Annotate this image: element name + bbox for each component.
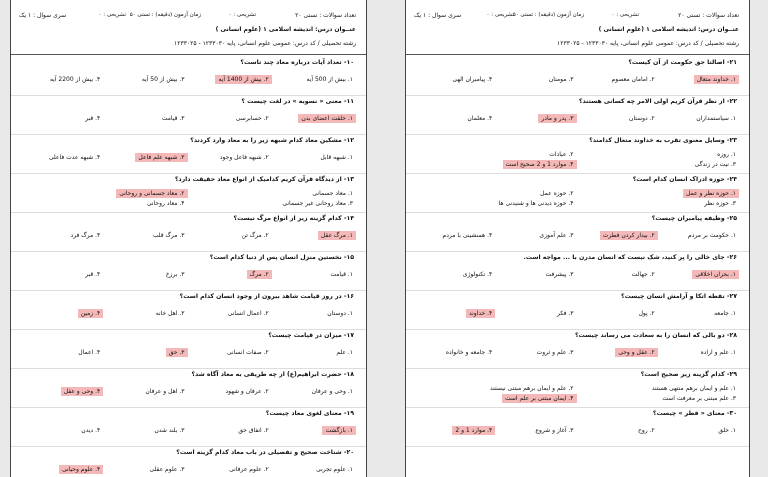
answer-option[interactable]: ۴. قبر <box>85 271 101 278</box>
question-stem: ۲۴- حوزه ادراک انسان کدام است؟ <box>632 176 737 183</box>
question-stem: ۲۶- جای خالی را پر کنید، شک نیست که انسان مدرن با ... مواجه است. <box>523 254 737 261</box>
answer-option[interactable]: ۲. حوزه عمل <box>540 190 574 197</box>
question-stem: ۲۹- کدام گزینه زیر صحیح است؟ <box>640 371 737 378</box>
question-stem: ۱۶- در روز قیامت شاهد بیرون از وجود انسان کدام است؟ <box>179 293 354 300</box>
question-item <box>11 174 366 213</box>
answer-option[interactable]: ۱. علم و اراده <box>700 349 736 356</box>
answer-option[interactable]: ۲. صفات انسانی <box>226 349 269 356</box>
answer-options <box>414 150 739 170</box>
answer-option[interactable]: ۱. بیش از 500 آیه <box>306 76 353 83</box>
answer-options <box>414 345 739 365</box>
answer-option[interactable]: ۲. مرگ تن <box>241 232 269 239</box>
selected-answer-option[interactable]: ۴. زمین <box>78 309 104 318</box>
descriptive-count: تشریحی : ۰ <box>228 12 256 18</box>
question-item <box>406 96 749 135</box>
answer-option[interactable]: ۱. دوستان <box>327 310 353 317</box>
question-item <box>11 252 366 291</box>
selected-answer-option[interactable]: ۴. علوم وحیانی <box>59 465 103 474</box>
answer-options <box>414 189 739 209</box>
answer-option[interactable]: ۲. اعمال انسانی <box>227 310 269 317</box>
question-stem: ۳۰- معنای « فطر » چیست؟ <box>652 410 737 417</box>
answer-option[interactable]: ۴. جامعه و خانواده <box>445 349 493 356</box>
exam-page-left <box>10 0 367 477</box>
answer-option[interactable]: ۴. شبهه عدت فاعلی <box>48 154 101 161</box>
answer-option[interactable]: ۳. اهل و عرفان <box>145 388 185 395</box>
question-stem: ۲۱- اصالتا حق حکومت از آن کیست؟ <box>628 59 737 66</box>
question-item <box>11 135 366 174</box>
answer-option[interactable]: ۲. پول <box>638 310 655 317</box>
answer-option[interactable]: ۳. علوم عقلی <box>149 466 185 473</box>
selected-answer-option[interactable]: ۲. معاد جسمانی و روحانی <box>116 189 187 198</box>
answer-options <box>19 423 356 443</box>
selected-answer-option[interactable]: ۲. مرگ <box>247 270 272 279</box>
answer-option[interactable]: ۱. علم و ایمان برهم منتهی هستند <box>651 385 736 392</box>
answer-option[interactable]: ۴. قبر <box>85 115 101 122</box>
selected-answer-option[interactable]: ۳. شبهه علم فاعل <box>135 153 187 162</box>
question-item <box>11 447 366 477</box>
answer-option[interactable]: ۱. سیاستمداران <box>696 115 736 122</box>
question-item <box>406 57 749 96</box>
answer-option[interactable]: ۳. مومنان <box>548 76 574 83</box>
selected-answer-option[interactable]: ۱. مرگ عقل <box>318 231 356 240</box>
answer-options <box>19 228 356 248</box>
question-stem: ۱۳- از دیدگاه قرآن کریم کدامیک از انواع معاد حقیقت دارد؟ <box>174 176 354 183</box>
time-descriptive: تشریحی : ۰ <box>486 12 514 18</box>
question-list <box>11 57 366 477</box>
question-stem: ۱۰- تعداد آیات درباره معاد چند تاست؟ <box>240 59 354 66</box>
answer-option[interactable]: ۲. حسابرسی <box>235 115 269 122</box>
answer-options <box>414 228 739 248</box>
question-stem: ۱۹- معنای لغوی معاد چیست؟ <box>265 410 354 417</box>
answer-option[interactable]: ۲. شبهه فاعل وجود <box>219 154 269 161</box>
question-item <box>406 135 749 174</box>
question-item <box>406 408 749 447</box>
answer-options <box>19 306 356 326</box>
question-stem: ۱۸- حضرت ابراهیم(ع) از چه طریقی به معاد آگاه شد؟ <box>191 371 354 378</box>
question-stem: ۲۰- شناخت صحیح و تفصیلی در باب معاد کدام گزینه است؟ <box>176 449 354 456</box>
total-questions: تعداد سوالات : تستی ۲۰ <box>295 12 356 19</box>
answer-option[interactable]: ۱. معاد جسمانی <box>312 190 353 197</box>
selected-answer-option[interactable]: ۳. حق <box>166 348 188 357</box>
question-stem: ۲۳- وسایل معنوی تقرب به خداوند متعال کدامند؟ <box>589 137 737 144</box>
selected-answer-option[interactable]: ۱. خداوند متعال <box>694 75 739 84</box>
selected-answer-option[interactable]: ۱. بازگشت <box>322 426 356 435</box>
answer-option[interactable]: ۳. قیامت <box>161 115 185 122</box>
answer-option[interactable]: ۳. علم و ثروت <box>536 349 574 356</box>
exam-time: زمان آزمون (دقیقه) : تستی ۵۰ <box>129 12 201 18</box>
field-code: رشته تحصیلی / کد درس: عمومی علوم انسانی، پایه ۱۲۳۳۰۳۰ - ۱۲۳۳۰۲۵ <box>557 40 739 47</box>
answer-option[interactable]: ۴. تکنولوژی <box>462 271 493 278</box>
field-code: رشته تحصیلی / کد درس: عمومی علوم انسانی، پایه ۱۲۳۳۰۳۰ - ۱۲۳۳۰۲۵ <box>174 40 356 47</box>
question-item <box>11 291 366 330</box>
answer-options <box>19 267 356 287</box>
answer-option[interactable]: ۱. جامعه <box>714 310 736 317</box>
question-item <box>11 330 366 369</box>
question-item <box>406 174 749 213</box>
answer-option[interactable]: ۳. بلند شدن <box>154 427 185 434</box>
answer-options <box>414 384 739 404</box>
question-item <box>406 369 749 408</box>
answer-option[interactable]: ۲. جهالت <box>631 271 655 278</box>
selected-answer-option[interactable]: ۴. خداوند <box>466 309 495 318</box>
exam-page-right <box>405 0 750 477</box>
selected-answer-option[interactable]: ۴. موارد 1 و 2 صحیح است <box>503 160 577 169</box>
question-stem: ۲۸- دو بالی که انسان را به سعادت می رساند چیست؟ <box>574 332 737 339</box>
question-stem: ۱۲- مشکین معاد کدام شبهه زیر را به معاد وارد کردند؟ <box>190 137 354 144</box>
series-label: سری سوال : ۱ یک <box>414 12 462 19</box>
answer-option[interactable]: ۱. علوم تجربی <box>316 466 353 473</box>
question-stem: ۲۷- نقطه اتکا و آرامش انسان چیست؟ <box>621 293 737 300</box>
answer-option[interactable]: ۳. پیشرفت <box>545 271 574 278</box>
selected-answer-option[interactable]: ۲. بیدار کردن فطرت <box>600 231 658 240</box>
answer-option[interactable]: ۴. مرگ فرد <box>70 232 101 239</box>
answer-option[interactable]: ۲. امامان معصوم <box>611 76 655 83</box>
answer-option[interactable]: ۲. عرفان و شهود <box>225 388 269 395</box>
selected-answer-option[interactable]: ۱. بحران اخلاقی <box>692 270 739 279</box>
answer-options <box>19 384 356 404</box>
answer-options <box>19 72 356 92</box>
question-item <box>406 213 749 252</box>
answer-options <box>414 111 739 131</box>
total-questions: تعداد سوالات : تستی ۲۰ <box>678 12 739 19</box>
selected-answer-option[interactable]: ۲. بیش از 1400 آیه <box>215 75 271 84</box>
answer-option[interactable]: ۱. شبهه قابل <box>320 154 353 161</box>
question-list <box>406 57 749 447</box>
question-stem: ۲۲- از نظر قرآن کریم اولی الامر چه کسانی هستند؟ <box>578 98 737 105</box>
selected-answer-option[interactable]: ۴. موارد 1 و 2 <box>452 426 495 435</box>
question-item <box>11 57 366 96</box>
question-item <box>11 213 366 252</box>
answer-options <box>414 72 739 92</box>
answer-options <box>19 150 356 170</box>
selected-answer-option[interactable]: ۱. حوزه نظر و عمل <box>683 189 739 198</box>
answer-options <box>19 345 356 365</box>
answer-option[interactable]: ۳. معاد روحانی غیر جسمانی <box>282 200 353 207</box>
answer-option[interactable]: ۴. پیامبران الهی <box>452 76 493 83</box>
question-item <box>11 96 366 135</box>
answer-option[interactable]: ۱. قیامت <box>330 271 353 278</box>
answer-option[interactable]: ۲. اتفاق حق <box>238 427 269 434</box>
course-title: عنــوان درس: اندیشه اسلامی ۱ (علوم انسانی ) <box>598 26 739 33</box>
selected-answer-option[interactable]: ۳. پدر و مادر <box>538 114 576 123</box>
answer-option[interactable]: ۳. فکر <box>556 310 574 317</box>
answer-option[interactable]: ۱. وحی و عرفان <box>311 388 353 395</box>
answer-option[interactable]: ۳. نیت در زندگی <box>694 161 736 168</box>
answer-option[interactable]: ۳. علم مبتنی بر معرفت است <box>662 395 736 402</box>
answer-option[interactable]: ۴. حوزه دیدنی ها و شنیدنی ها <box>498 200 574 207</box>
answer-option[interactable]: ۴. اعمال <box>78 349 101 356</box>
answer-option[interactable]: ۴. معلمان <box>467 115 493 122</box>
selected-answer-option[interactable]: ۴. وحی و عقل <box>61 387 104 396</box>
time-descriptive: تشریحی : ۰ <box>98 12 126 18</box>
question-stem: ۱۵- نخستین منزل انسان پس از دنیا کدام است؟ <box>209 254 354 261</box>
answer-option[interactable]: ۲. علوم عرفانی <box>229 466 269 473</box>
answer-option[interactable]: ۴. بیش از 2200 آیه <box>49 76 101 83</box>
page-header <box>11 4 366 55</box>
answer-option[interactable]: ۱. روزه <box>717 151 736 158</box>
selected-answer-option[interactable]: ۲. عقل و وحی <box>615 348 658 357</box>
answer-option[interactable]: ۲. روح <box>638 427 655 434</box>
series-label: سری سوال : ۱ یک <box>19 12 67 19</box>
answer-options <box>414 267 739 287</box>
answer-option[interactable]: ۳. اهل خانه <box>155 310 185 317</box>
answer-option[interactable]: ۱. علم <box>336 349 353 356</box>
question-stem: ۲۵- وظیفه پیامبران چیست؟ <box>651 215 737 222</box>
descriptive-count: تشریحی : ۰ <box>611 12 639 18</box>
answer-option[interactable]: ۳. حوزه نظر <box>704 200 736 207</box>
answer-options <box>19 189 356 209</box>
question-stem: ۱۷- میزان در قیامت چیست؟ <box>268 332 354 339</box>
answer-option[interactable]: ۴. همنشینی با مردم <box>442 232 493 239</box>
selected-answer-option[interactable]: ۴. ایمان مبتنی بر علم است <box>502 394 577 403</box>
answer-option[interactable]: ۱. حکومت بر مردم <box>688 232 736 239</box>
answer-options <box>19 111 356 131</box>
answer-option[interactable]: ۴. معاد روحانی <box>146 200 185 207</box>
page-header <box>406 4 749 55</box>
answer-option[interactable]: ۳. برزخ <box>165 271 185 278</box>
question-item <box>11 408 366 447</box>
answer-option[interactable]: ۱. خلق <box>718 427 736 434</box>
question-item <box>406 291 749 330</box>
answer-options <box>414 306 739 326</box>
exam-time: زمان آزمون (دقیقه) : تستی ۵۰ <box>512 12 584 18</box>
course-title: عنــوان درس: اندیشه اسلامی ۱ (علوم انسانی ) <box>215 26 356 33</box>
question-item <box>406 330 749 369</box>
answer-options <box>414 423 739 443</box>
question-item <box>11 369 366 408</box>
question-item <box>406 252 749 291</box>
answer-option[interactable]: ۲. عبادات <box>549 151 574 158</box>
answer-option[interactable]: ۳. مرگ قلب <box>152 232 185 239</box>
question-stem: ۱۴- کدام گزینه زیر از انواع مرگ نیست؟ <box>233 215 354 222</box>
selected-answer-option[interactable]: ۱. خلقت اعضای بدن <box>298 114 356 123</box>
answer-option[interactable]: ۳. بیش از 50 آیه <box>141 76 185 83</box>
answer-option[interactable]: ۲. دوستان <box>629 115 655 122</box>
answer-option[interactable]: ۳. آغاز و شروع <box>535 427 574 434</box>
answer-option[interactable]: ۲. علم و ایمان برهم مبتنی نیستند <box>490 385 574 392</box>
answer-option[interactable]: ۳. علم آموزی <box>539 232 574 239</box>
answer-option[interactable]: ۴. دیدن <box>81 427 101 434</box>
answer-options <box>19 462 356 477</box>
question-stem: ۱۱- معنی « نسوبه » در لغت چیست ؟ <box>241 98 354 105</box>
